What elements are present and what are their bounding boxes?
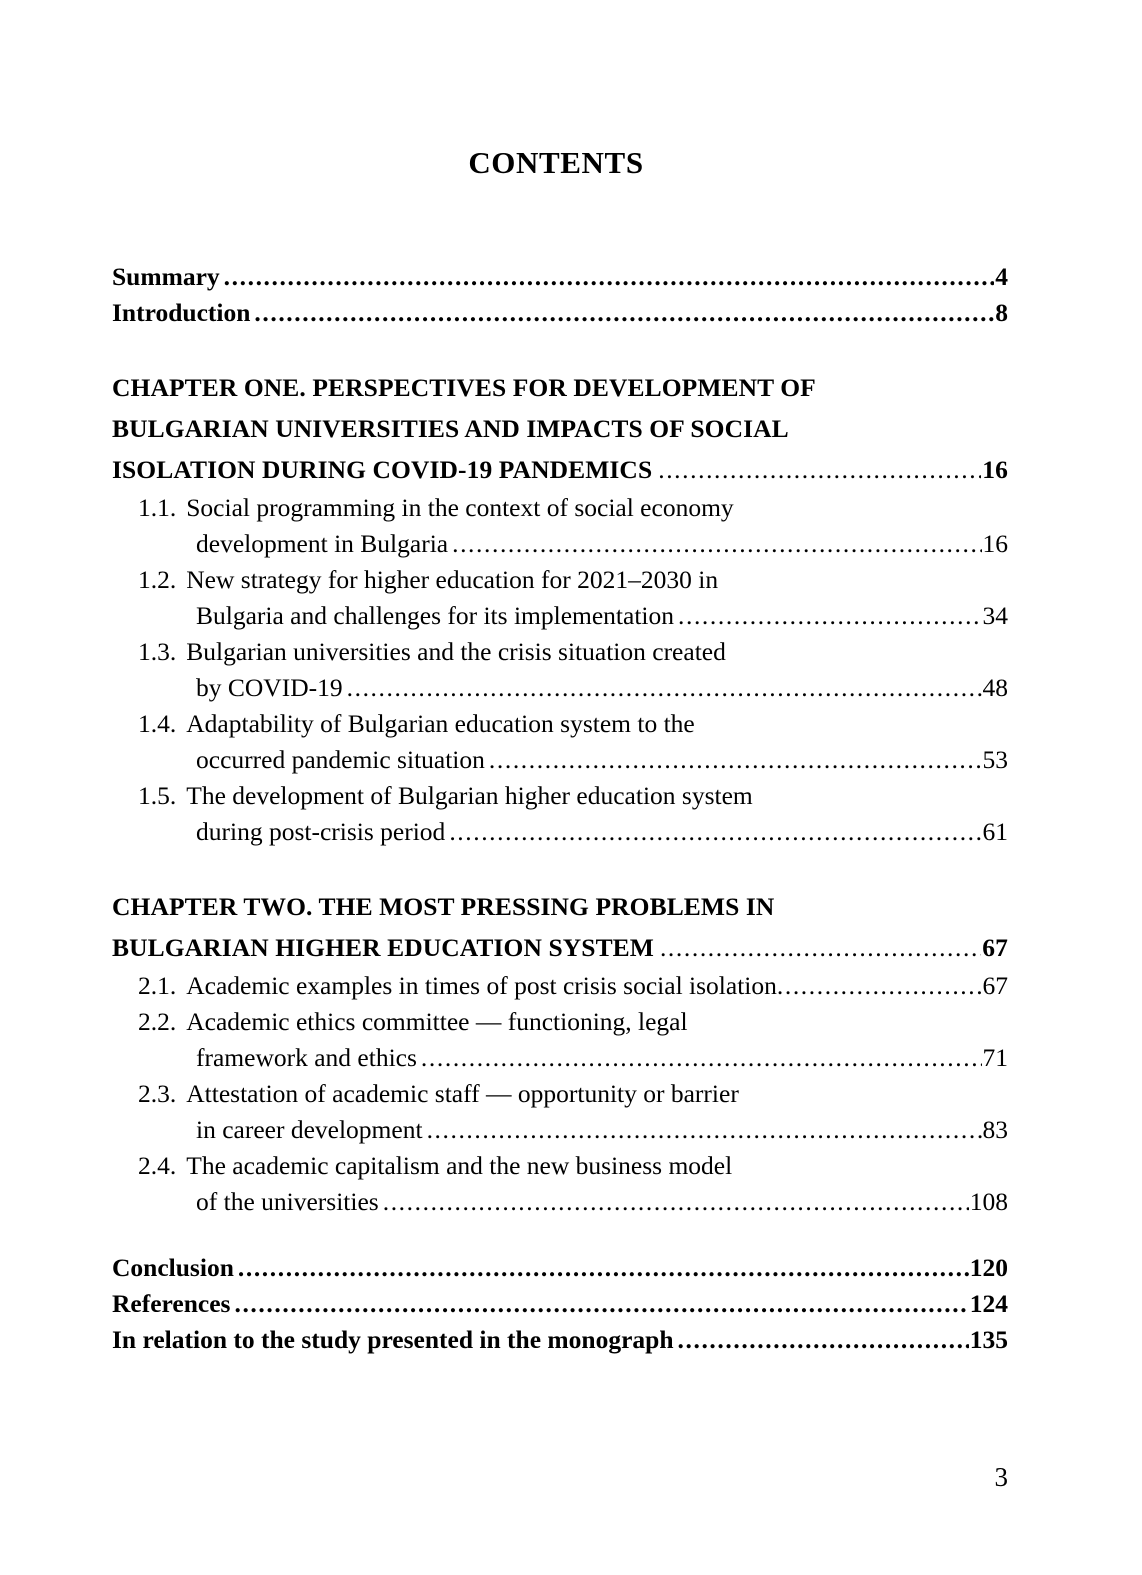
section-title-line: Social programming in the context of social economy: [186, 493, 734, 522]
section-second-line: [196, 1184, 1008, 1220]
section-title-line: occurred pandemic situation: [196, 745, 485, 774]
section-first-line: [138, 1004, 1008, 1040]
section-title-line: development in Bulgaria: [196, 529, 449, 558]
toc-entry-section-2-4[interactable]: [112, 1148, 1008, 1220]
chapter-heading-line: BULGARIAN HIGHER EDUCATION SYSTEM: [112, 933, 654, 962]
section-first-line: [138, 1148, 1008, 1184]
section-title-line: during post-crisis period: [196, 817, 446, 846]
toc-entry-section-1-1[interactable]: [112, 490, 1008, 562]
toc-entry-page: 71: [982, 1043, 1008, 1072]
dot-leader: [427, 1112, 982, 1148]
toc-entry-page: 67: [982, 933, 1008, 962]
chapter-heading-last-line: [112, 449, 1008, 490]
toc-entry-introduction[interactable]: [112, 295, 1008, 331]
toc-entry-label: In relation to the study presented in the monograph: [112, 1325, 674, 1354]
dot-leader: [421, 1040, 982, 1076]
toc-content: [112, 145, 1008, 1358]
toc-entry-page: 53: [982, 745, 1008, 774]
toc-entry-page: 135: [969, 1325, 1008, 1354]
section-number: 2.2.: [138, 1007, 177, 1036]
section-title-line: Bulgaria and challenges for its implementation: [196, 601, 674, 630]
toc-entry-chapter-one[interactable]: [112, 367, 1008, 490]
dot-leader: [347, 670, 982, 706]
section-title-line: Attestation of academic staff — opportunity or barrier: [186, 1079, 739, 1108]
section-title-line: Adaptability of Bulgarian education system to the: [186, 709, 695, 738]
section-first-line: [138, 1076, 1008, 1112]
section-first-line: [138, 562, 1008, 598]
chapter-heading-line: BULGARIAN UNIVERSITIES AND IMPACTS OF SOCIAL: [112, 414, 789, 443]
section-number: 1.1.: [138, 493, 177, 522]
section-title-line: Academic ethics committee — functioning, legal: [186, 1007, 688, 1036]
toc-entry-label: References: [112, 1289, 231, 1318]
dot-leader: [383, 1184, 969, 1220]
section-title-line: Academic examples in times of post crisis social isolation: [186, 971, 777, 1000]
toc-entry-label: Summary: [112, 262, 220, 291]
toc-entry-section-2-1[interactable]: [112, 968, 1008, 1004]
toc-entry-page: 83: [982, 1115, 1008, 1144]
chapter-heading-line: CHAPTER TWO. THE MOST PRESSING PROBLEMS IN: [112, 892, 775, 921]
toc-entry-section-1-2[interactable]: [112, 562, 1008, 634]
section-title-line: New strategy for higher education for 2021–2030 in: [186, 565, 719, 594]
dot-leader: [452, 526, 981, 562]
toc-entry-chapter-two[interactable]: [112, 886, 1008, 968]
toc-entry-references[interactable]: [112, 1286, 1008, 1322]
dot-leader: [678, 598, 982, 634]
toc-entry-conclusion[interactable]: [112, 1250, 1008, 1286]
spacer-after-title: [112, 181, 1008, 259]
toc-entry-in-relation-to-study[interactable]: [112, 1322, 1008, 1358]
section-number: 1.4.: [138, 709, 177, 738]
dot-leader: [777, 968, 983, 1004]
page-title: CONTENTS: [468, 145, 644, 180]
section-title-line: framework and ethics: [196, 1043, 417, 1072]
section-first-line: [138, 778, 1008, 814]
section-second-line: [196, 670, 1008, 706]
section-title-line: The academic capitalism and the new business model: [186, 1151, 733, 1180]
dot-leader: [449, 814, 981, 850]
toc-entry-page: 61: [982, 817, 1008, 846]
dot-leader: [658, 449, 981, 490]
section-title-line: The development of Bulgarian higher education system: [186, 781, 753, 810]
section-second-line: [196, 526, 1008, 562]
dot-leader: [678, 1322, 969, 1358]
dot-leader: [660, 927, 981, 968]
toc-entry-page: 8: [995, 298, 1008, 327]
section-second-line: [196, 598, 1008, 634]
toc-entry-section-1-4[interactable]: [112, 706, 1008, 778]
toc-entry-page: 124: [969, 1289, 1008, 1318]
section-second-line: [196, 742, 1008, 778]
section-number: 1.3.: [138, 637, 177, 666]
chapter-heading-line: ISOLATION DURING COVID-19 PANDEMICS: [112, 455, 653, 484]
toc-entry-section-1-3[interactable]: [112, 634, 1008, 706]
folio-page-number: 3: [994, 1462, 1008, 1492]
section-first-line: [138, 968, 1008, 1004]
toc-entry-summary[interactable]: [112, 259, 1008, 295]
section-number: 2.4.: [138, 1151, 177, 1180]
toc-entry-section-1-5[interactable]: [112, 778, 1008, 850]
section-number: 2.3.: [138, 1079, 177, 1108]
toc-entry-page: 16: [982, 455, 1008, 484]
section-title-line: by COVID-19: [196, 673, 343, 702]
section-first-line: [138, 490, 1008, 526]
section-second-line: [196, 814, 1008, 850]
toc-entry-page: 48: [982, 673, 1008, 702]
section-first-line: [138, 634, 1008, 670]
dot-leader: [224, 259, 995, 295]
section-number: 1.5.: [138, 781, 177, 810]
toc-entry-label: Introduction: [112, 298, 251, 327]
toc-entry-page: 108: [969, 1187, 1008, 1216]
spacer-before-chapter-two: [112, 850, 1008, 886]
dot-leader: [489, 742, 982, 778]
chapter-heading-last-line: [112, 927, 1008, 968]
section-second-line: [196, 1040, 1008, 1076]
section-number: 2.1.: [138, 971, 177, 1000]
section-number: 1.2.: [138, 565, 177, 594]
section-title-line: Bulgarian universities and the crisis situation created: [186, 637, 726, 666]
spacer-before-chapter-one: [112, 331, 1008, 367]
dot-leader: [254, 295, 994, 331]
toc-entry-label: Conclusion: [112, 1253, 234, 1282]
section-title-line: of the universities: [196, 1187, 379, 1216]
toc-entry-page: 4: [995, 262, 1008, 291]
toc-entry-section-2-2[interactable]: [112, 1004, 1008, 1076]
dot-leader: [238, 1250, 969, 1286]
dot-leader: [234, 1286, 968, 1322]
chapter-heading-line: CHAPTER ONE. PERSPECTIVES FOR DEVELOPMENT OF: [112, 373, 816, 402]
toc-entry-page: 120: [969, 1253, 1008, 1282]
section-second-line: [196, 1112, 1008, 1148]
toc-entry-page: 67: [982, 971, 1008, 1000]
section-title-line: in career development: [196, 1115, 423, 1144]
spacer-before-back-matter: [112, 1220, 1008, 1250]
toc-entry-section-2-3[interactable]: [112, 1076, 1008, 1148]
section-first-line: [138, 706, 1008, 742]
toc-entry-page: 16: [982, 529, 1008, 558]
toc-entry-page: 34: [982, 601, 1008, 630]
